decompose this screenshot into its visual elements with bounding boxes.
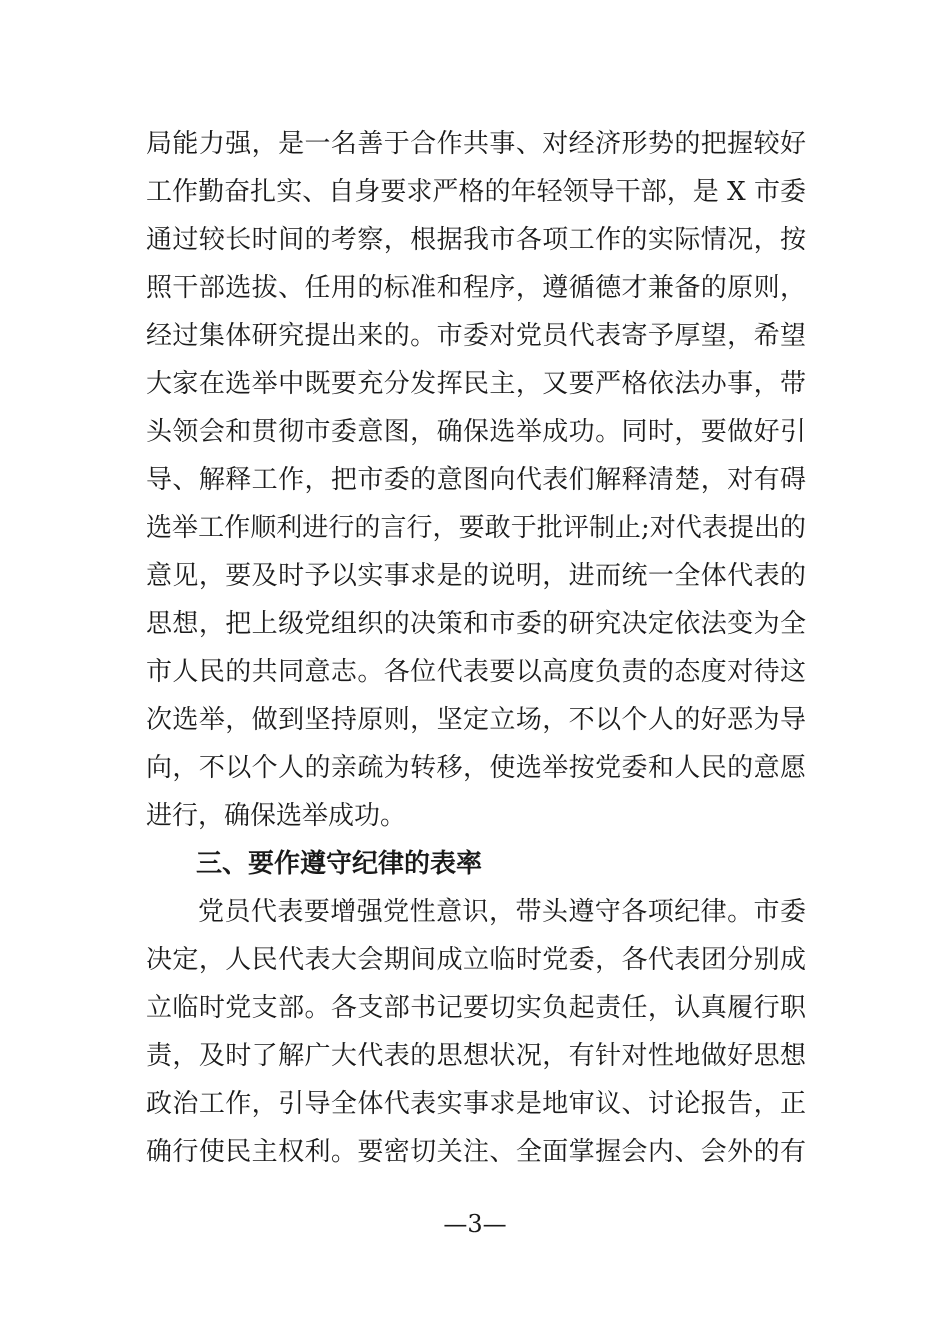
paragraph-line: 确行使民主权利。要密切关注、全面掌握会内、会外的有	[146, 1137, 806, 1167]
paragraph-line: 局能力强，是一名善于合作共事、对经济形势的把握较好	[146, 129, 806, 159]
paragraph-line: 工作勤奋扎实、自身要求严格的年轻领导干部，是 X 市委	[146, 177, 806, 207]
paragraph-line: 向，不以个人的亲疏为转移，使选举按党委和人民的意愿	[146, 753, 806, 783]
paragraph-line: 责，及时了解广大代表的思想状况，有针对性地做好思想	[146, 1041, 806, 1071]
paragraph-line: 头领会和贯彻市委意图，确保选举成功。同时，要做好引	[146, 417, 806, 447]
paragraph-line: 进行，确保选举成功。	[146, 801, 407, 831]
page-number: —3—	[443, 1210, 507, 1238]
paragraph-line: 经过集体研究提出来的。市委对党员代表寄予厚望，希望	[146, 321, 806, 351]
paragraph-line: 通过较长时间的考察，根据我市各项工作的实际情况，按	[146, 225, 806, 255]
paragraph-line: 市人民的共同意志。各位代表要以高度负责的态度对待这	[146, 657, 806, 687]
paragraph-line: 决定，人民代表大会期间成立临时党委，各代表团分别成	[146, 945, 806, 975]
paragraph-line: 导、解释工作，把市委的意图向代表们解释清楚，对有碍	[146, 465, 806, 495]
paragraph-line: 政治工作，引导全体代表实事求是地审议、讨论报告，正	[146, 1089, 806, 1119]
paragraph-line: 意见，要及时予以实事求是的说明，进而统一全体代表的	[146, 561, 806, 591]
paragraph-line: 次选举，做到坚持原则，坚定立场，不以个人的好恶为导	[146, 705, 806, 735]
paragraph-line: 大家在选举中既要充分发挥民主，又要严格依法办事，带	[146, 369, 806, 399]
paragraph-line: 选举工作顺利进行的言行，要敢于批评制止;对代表提出的	[146, 513, 806, 543]
section-heading: 三、要作遵守纪律的表率	[196, 849, 483, 879]
paragraph-line: 党员代表要增强党性意识，带头遵守各项纪律。市委	[198, 897, 806, 927]
paragraph-line: 思想，把上级党组织的决策和市委的研究决定依法变为全	[146, 609, 806, 639]
paragraph-line: 立临时党支部。各支部书记要切实负起责任，认真履行职	[146, 993, 806, 1023]
paragraph-line: 照干部选拔、任用的标准和程序，遵循德才兼备的原则，	[146, 273, 806, 303]
